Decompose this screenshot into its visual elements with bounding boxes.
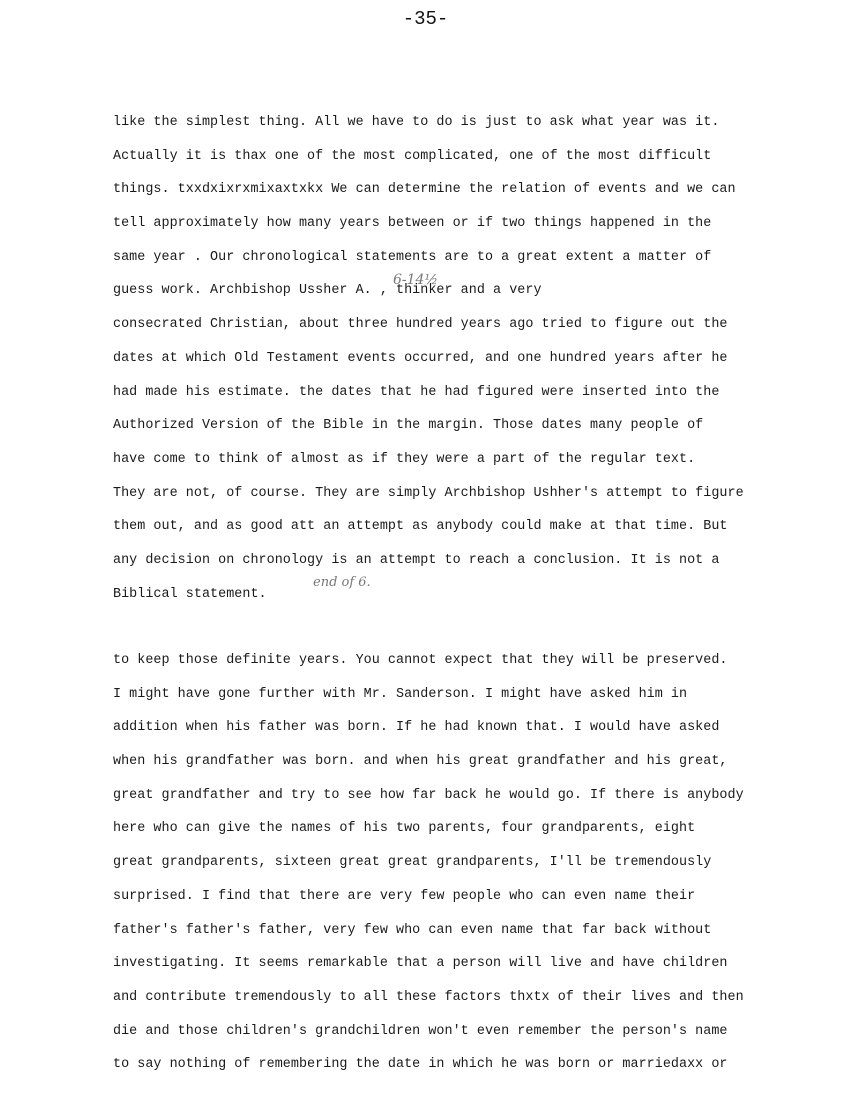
text-line: here who can give the names of his two parents, four grandparents, eight [113,821,696,837]
text-line: father's father's father, very few who can even name that far back without [113,922,712,938]
text-line: I might have gone further with Mr. Sanderson. I might have asked him in [113,686,688,702]
text-line: when his grandfather was born. and when his great grandfather and his great, [113,754,728,770]
text-line: same year . Our chronological statements are to a great extent a matter of [113,249,712,265]
text-line: tell approximately how many years between or if two things happened in the [113,216,712,232]
paragraph-1 [113,106,803,611]
text-line: great grandparents, sixteen great great grandparents, I'll be tremendously [113,855,712,871]
handwritten-end-note: end of 6. [313,575,371,590]
text-line: Authorized Version of the Bible in the margin. Those dates many people of [113,418,704,434]
handwritten-margin-note: 6-14½ [393,272,439,288]
text-line: die and those children's grandchildren won't even remember the person's name [113,1023,728,1039]
text-line: Actually it is thax one of the most complicated, one of the most difficult [113,148,712,164]
page-number: -35- [402,8,449,30]
text-line: to say nothing of remembering the date in which he was born or marriedaxx or [113,1057,728,1073]
text-line: dates at which Old Testament events occurred, and one hundred years after he [113,350,728,366]
text-line: They are not, of course. They are simply Archbishop Ushher's attempt to figure [113,485,744,501]
text-line: them out, and as good att an attempt as anybody could make at that time. But [113,519,728,535]
text-line: things. txxdxixrxmixaxtxkx We can determine the relation of events and we can [113,182,736,198]
text-line: have come to think of almost as if they were a part of the regular text. [113,451,696,467]
text-line: great grandfather and try to see how far back he would go. If there is anybody [113,787,744,803]
text-line: and contribute tremendously to all these factors thxtx of their lives and then [113,989,744,1005]
text-line: consecrated Christian, about three hundred years ago tried to figure out the [113,317,728,333]
paragraph-2 [113,644,803,1082]
text-line: addition when his father was born. If he had known that. I would have asked [113,720,720,736]
text-line: any decision on chronology is an attempt to reach a conclusion. It is not a [113,552,720,568]
text-line: to keep those definite years. You cannot expect that they will be preserved. [113,653,728,668]
text-line: Biblical statement. [113,586,267,602]
text-line: investigating. It seems remarkable that a person will live and have children [113,956,728,972]
text-line: like the simplest thing. All we have to do is just to ask what year was it. [113,115,720,130]
text-line: surprised. I find that there are very few people who can even name their [113,888,696,904]
text-line: guess work. Archbishop Ussher A. , thinker and a very [113,283,542,299]
text-line: had made his estimate. the dates that he had figured were inserted into the [113,384,720,400]
